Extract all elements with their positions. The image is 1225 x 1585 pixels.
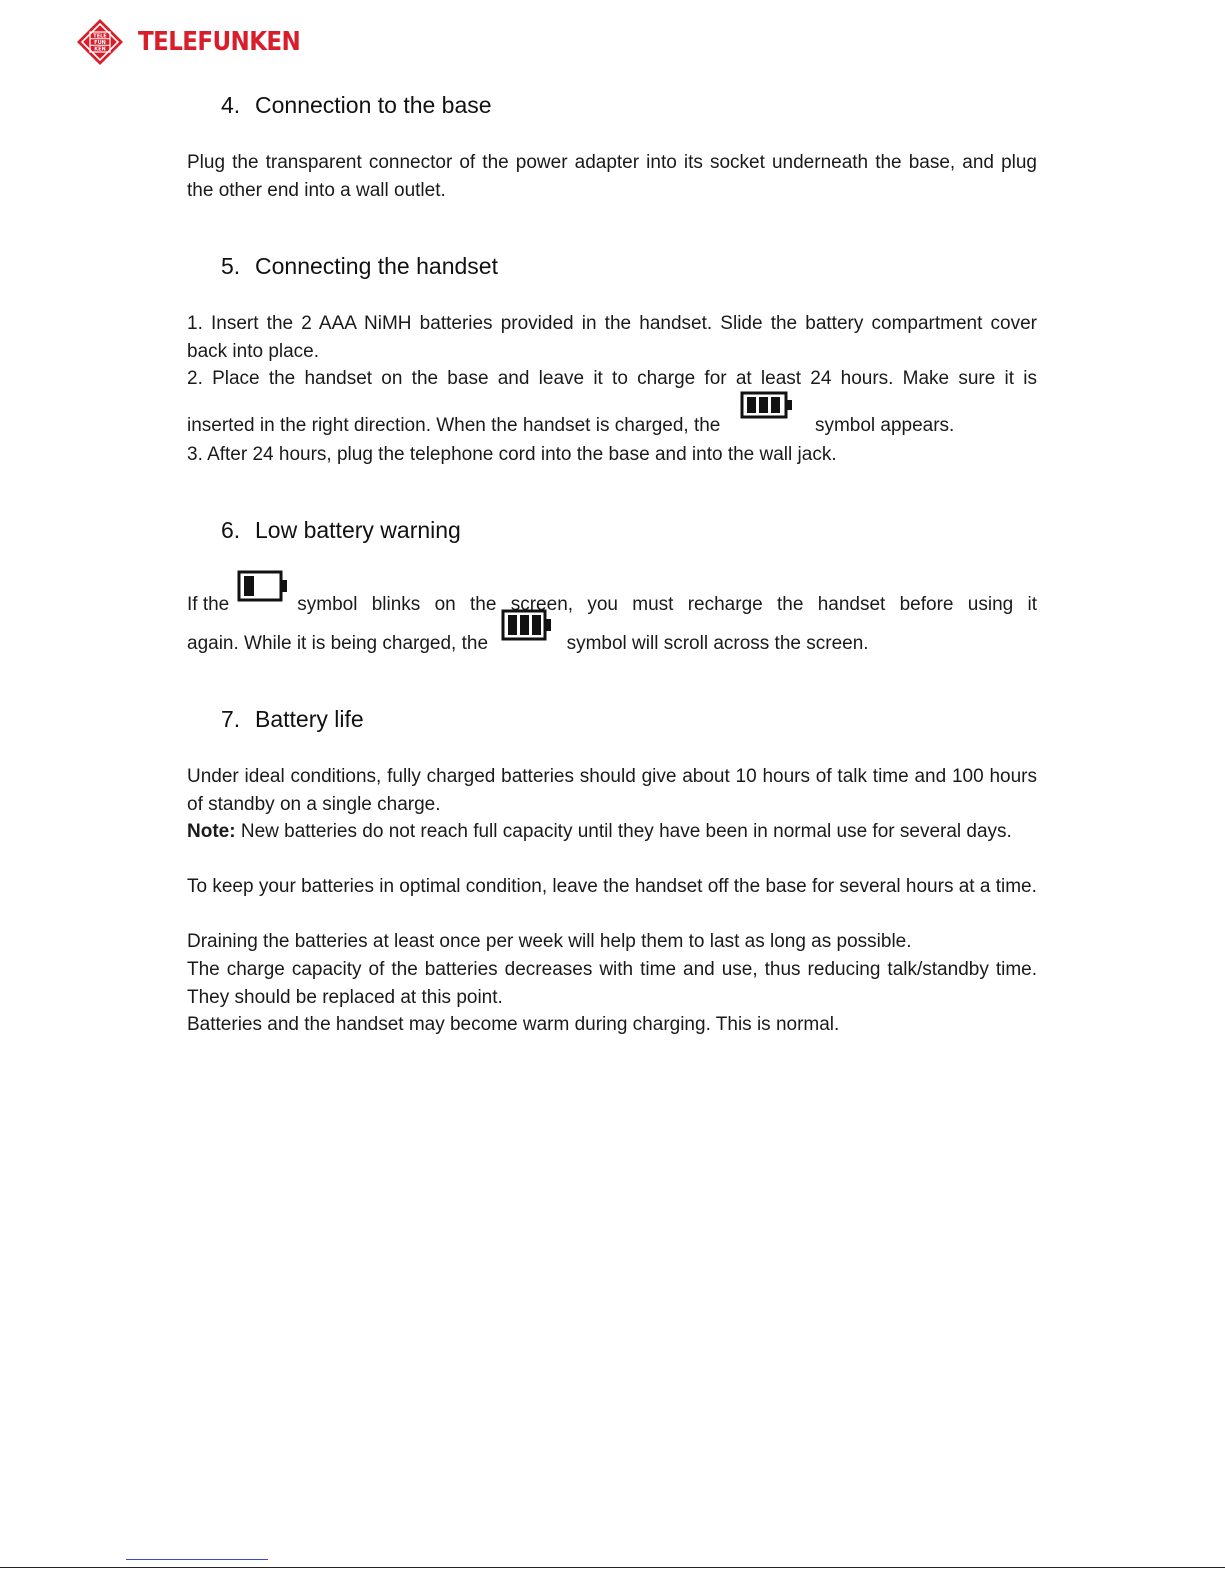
svg-text:FUN: FUN (94, 40, 106, 46)
section-heading-connection-to-base (221, 91, 492, 119)
section-heading-low-battery (221, 516, 461, 544)
footer-link-underline (126, 1559, 268, 1560)
step-1: 1. Insert the 2 AAA NiMH batteries provided in the handset. Slide the battery compartment cover back into place. (187, 313, 1037, 362)
section-title: Connecting the handset (255, 253, 498, 279)
section-number: 7. (221, 706, 241, 732)
brand-name: TELEFUNKEN (138, 26, 301, 56)
section-title: Low battery warning (255, 517, 461, 543)
section-heading-connecting-handset (221, 252, 498, 280)
paragraph-charge-capacity: The charge capacity of the batteries decreases with time and use, thus reducing talk/standby time. They should be replaced at this point. (187, 959, 1037, 1008)
section-number: 6. (221, 517, 241, 543)
charging-text-after: symbol will scroll across the screen. (566, 633, 869, 655)
note-text: New batteries do not reach full capacity until they have been in normal use for several days. (235, 821, 1012, 842)
paragraph-draining: Draining the batteries at least once per week will help them to last as long as possible. (187, 931, 912, 952)
step-2-line-1: 2. Place the handset on the base and leave it to charge for at least 24 hours. Make sure it is (187, 368, 1037, 389)
step-2-text-before: inserted in the right direction. When the handset is charged, the (187, 415, 721, 437)
footer-divider (0, 1567, 1225, 1568)
step-3: 3. After 24 hours, plug the telephone cord into the base and into the wall jack. (187, 444, 837, 465)
low-battery-text-before: If the (187, 594, 230, 615)
paragraph-note (187, 818, 1037, 846)
low-battery-text-after: symbol blinks on the screen, you must recharge the handset before using it (297, 594, 1037, 615)
brand-logo (76, 18, 300, 66)
paragraph-warm-during-charging: Batteries and the handset may become warm during charging. This is normal. (187, 1014, 840, 1035)
battery-full-icon (740, 386, 794, 442)
note-label: Note: (187, 821, 236, 842)
battery-full-icon (501, 608, 553, 664)
svg-text:TELE: TELE (93, 33, 107, 40)
section-title: Battery life (255, 706, 364, 732)
paragraph-optimal-condition: To keep your batteries in optimal condition, leave the handset off the base for several hours at a time. (187, 876, 1037, 897)
paragraph-connection: Plug the transparent connector of the power adapter into its socket underneath the base, and plug the other end into a wall outlet. (187, 152, 1037, 201)
low-battery-line-2 (187, 616, 1037, 672)
paragraph-ideal-conditions: Under ideal conditions, fully charged batteries should give about 10 hours of talk time and 100 hours of standby on a single charge. (187, 766, 1037, 815)
charging-text-before: again. While it is being charged, the (187, 633, 489, 655)
telefunken-emblem-icon (76, 18, 124, 66)
section-number: 5. (221, 253, 241, 279)
section-title: Connection to the base (255, 92, 492, 118)
section-number: 4. (221, 92, 241, 118)
svg-text:KEN: KEN (94, 46, 106, 53)
step-2-text-after: symbol appears. (814, 415, 955, 437)
section-heading-battery-life (221, 705, 364, 733)
